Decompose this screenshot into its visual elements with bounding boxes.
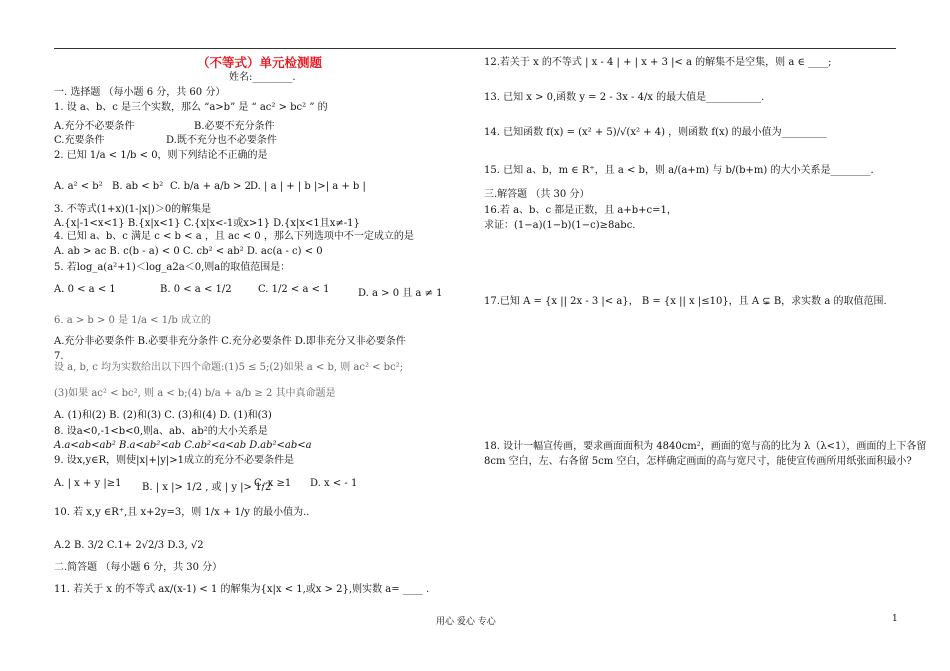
- q2-option-b: B. ab < b²: [112, 181, 164, 192]
- footer-motto: 用心 爱心 专心: [436, 617, 496, 627]
- question-13: 13. 已知 x > 0,函数 y = 2 - 3x - 4/x 的最大值是___________.: [484, 92, 765, 103]
- q9-option-b: B. | x |> 1/2 , 或 | y |> 1/2: [142, 482, 272, 493]
- q5-option-a: A. 0 < a < 1: [54, 284, 116, 295]
- q3-options: A.{x|-1<x<1} B.{x|x<1} C.{x|x<-1或x>1} D.{x|x<1且x≠-1}: [54, 218, 360, 229]
- q2-option-c: C. b/a + a/b > 2: [170, 181, 251, 192]
- question-17: 17.已知 A = {x || 2x - 3 |< a}， B = {x || x |≤10}，且 A ⊊ B，求实数 a 的取值范围.: [484, 296, 887, 307]
- question-18-line-2: 8cm 空白，左、右各留 5cm 空白，怎样确定画面的高与宽尺寸，能使宣传画所用纸张面积最小?: [484, 456, 912, 467]
- header-rule: [54, 48, 896, 49]
- section-3-heading: 三.解答题 （共 30 分）: [484, 189, 590, 200]
- question-3: 3. 不等式(1+x)(1-|x|)＞0的解集是: [54, 204, 212, 215]
- q1-option-b: B.必要不充分条件: [194, 121, 275, 132]
- section-1-heading: 一. 选择题 （每小题 6 分，共 60 分）: [54, 87, 226, 98]
- question-8: 8. 设a<0,-1<b<0,则a、ab、ab²的大小关系是: [54, 426, 268, 437]
- q9-option-c: C. x ≥1: [254, 478, 292, 489]
- q2-option-a: A. a² < b²: [54, 181, 103, 192]
- question-7-number: 7.: [54, 351, 64, 362]
- question-14: 14. 已知函数 f(x) = (x² + 5)/√(x² + 4) ，则函数 f(x) 的最小值为_________: [484, 127, 827, 138]
- page-number: 1: [892, 614, 898, 624]
- q7-options: A. (1)和(2) B. (2)和(3) C. (3)和(4) D. (1)和(3): [54, 410, 272, 421]
- question-16: 16.若 a、b、c 都是正数，且 a+b+c=1，: [484, 205, 677, 216]
- q5-option-d: D. a > 0 且 a ≠ 1: [358, 288, 443, 299]
- q16-proof-line: 求证：(1−a)(1−b)(1−c)≥8abc.: [484, 220, 636, 231]
- question-2: 2. 已知 1/a < 1/b < 0，则下列结论不正确的是: [54, 150, 268, 161]
- question-12: 12.若关于 x 的不等式 | x - 4 | + | x + 3 |< a 的解集不是空集，则 a ∈ ____;: [484, 57, 832, 68]
- q2-option-d: D. | a | + | b |>| a + b |: [250, 181, 366, 192]
- question-1: 1. 设 a、b、c 是三个实数，那么 “a>b” 是 “ ac² > bc² ” 的: [54, 102, 328, 113]
- question-6: 6. a > b > 0 是 1/a < 1/b 成立的: [54, 315, 212, 326]
- q5-option-c: C. 1/2 < a < 1: [258, 284, 330, 295]
- question-18-line-1: 18. 设计一幅宣传画，要求画面面积为 4840cm²，画面的宽与高的比为 λ（λ<1），画面的上下各留: [484, 441, 927, 452]
- section-2-heading: 二.简答题 （每小题 6 分，共 30 分）: [54, 562, 223, 573]
- page-title: （不等式）单元检测题: [197, 55, 323, 70]
- q5-option-b: B. 0 < a < 1/2: [160, 284, 232, 295]
- q9-option-a: A. | x + y |≥1: [54, 478, 122, 489]
- q6-options: A.充分非必要条件 B.必要非充分条件 C.充分必要条件 D.即非充分又非必要条件: [54, 336, 406, 347]
- q4-options: A. ab > ac B. c(b - a) < 0 C. cb² < ab² D. ac(a - c) < 0: [54, 246, 323, 257]
- q7-statement-2: (3)如果 ac² < bc², 则 a < b;(4) b/a + a/b ≥ 2 其中真命题是: [54, 388, 336, 399]
- name-line: 姓名:________.: [229, 72, 296, 83]
- q1-option-a: A.充分不必要条件: [54, 121, 135, 132]
- q8-options: A.a<ab<ab² B.a<ab²<ab C.ab²<a<ab D.ab²<ab<a: [54, 440, 312, 451]
- q9-option-d: D. x < - 1: [310, 478, 358, 489]
- question-15: 15. 已知 a、b，m ∈ R⁺，且 a < b，则 a/(a+m) 与 b/(b+m) 的大小关系是________.: [484, 165, 874, 176]
- q1-option-d: D.既不充分也不必要条件: [166, 135, 277, 146]
- q7-statement-1: 设 a, b, c 均为实数给出以下四个命题:(1)5 ≤ 5;(2)如果 a < b, 则 ac² < bc²;: [54, 362, 404, 373]
- question-10: 10. 若 x,y ∈R⁺,且 x+2y=3，则 1/x + 1/y 的最小值为..: [54, 507, 310, 518]
- question-5: 5. 若log_a(a²+1)＜log_a2a＜0,则a的取值范围是：: [54, 262, 291, 273]
- question-4: 4. 已知 a、b、c 满足 c < b < a ，且 ac < 0 ，那么下列选项中不一定成立的是: [54, 231, 414, 242]
- question-9: 9. 设x,y∈R，则使|x|+|y|>1成立的充分不必要条件是: [54, 455, 295, 466]
- q10-options: A.2 B. 3/2 C.1+ 2√2/3 D.3, √2: [54, 540, 204, 551]
- question-11: 11. 若关于 x 的不等式 ax/(x-1) < 1 的解集为{x|x < 1,或x > 2},则实数 a= ____ .: [54, 584, 430, 595]
- q1-option-c: C.充要条件: [54, 135, 105, 146]
